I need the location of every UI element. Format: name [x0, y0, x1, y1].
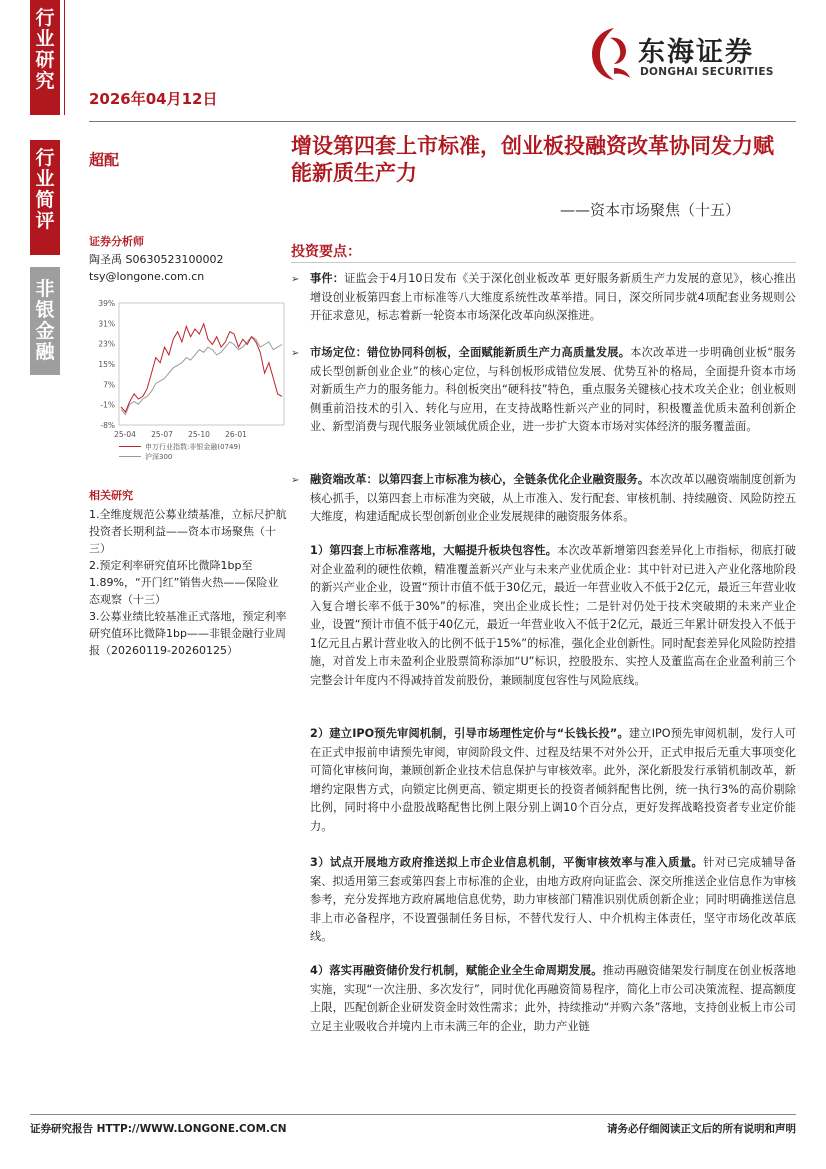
related-item[interactable]: 2.预定利率研究值环比微降1bp至1.89%，“开门红”销售火热——保险业态观察（十三） [89, 559, 279, 606]
y-tick-label: 7% [103, 380, 115, 390]
bullet-arrow-icon: ➢ [291, 475, 300, 486]
related-item[interactable]: 1.全维度规范公募业绩基准，立标尺护航投资者长期利益——资本市场聚焦（十三） [89, 508, 287, 555]
y-tick-label: 31% [98, 319, 115, 329]
y-tick-label: 15% [98, 360, 115, 369]
related-research-title: 相关研究 [89, 489, 133, 502]
financing-reform-heading: 融资端改革：以第四套上市标准为核心，全链条优化企业融资服务。 [310, 473, 650, 486]
related-item[interactable]: 3.公募业绩比较基准正式落地，预定利率研究值环比微降1bp——非银金融行业周报（20260119-20260125） [89, 610, 287, 657]
key-points-title: 投资要点： [291, 244, 361, 260]
report-subtitle: ——资本市场聚焦（十五） [560, 201, 741, 219]
sub-point-2-body: 建立IPO预先审阅机制，发行人可在正式申报前申请预先审阅，审阅阶段文件、过程及结果不对外公开，正式申报后无重大事项变化可简化审核问询，兼顾创新企业技术信息保护与审核效率。此外，深化新股发行承销机制改革，新增约定限售方式，向锁定比例更高、锁定期更长的投资者倾斜配售比例，统一执行3%的高价剔除比例，同时将中小盘股战略配售比例上限分别上调10个百分点，更好发挥战略投资者专业定价能力。 [310, 727, 796, 833]
x-tick-label: 25-10 [188, 430, 210, 439]
x-tick-label: 26-01 [225, 430, 247, 439]
analyst-email: tsy@longone.com.cn [89, 270, 205, 283]
sub-point-1 [310, 542, 796, 690]
sub-point-4 [310, 962, 796, 1036]
section-tab-industry-brief: 行业简评 [30, 140, 60, 255]
event-paragraph [310, 270, 796, 326]
event-heading: 事件： [310, 272, 345, 285]
legend-label: 沪深300 [145, 453, 173, 461]
footer-disclaimer: 请务必仔细阅读正文后的所有说明和声明 [607, 1123, 796, 1135]
bullet-arrow-icon: ➢ [291, 348, 300, 359]
x-tick-label: 25-04 [114, 430, 136, 439]
report-date: 2026年04月12日 [89, 90, 218, 108]
footer-divider [30, 1114, 796, 1115]
report-title: 增设第四套上市标准，创业板投融资改革协同发力赋能新质生产力 [291, 134, 774, 185]
performance-chart [89, 297, 289, 477]
rating-label: 超配 [89, 151, 120, 169]
x-tick-label: 25-07 [151, 430, 173, 439]
series-line [121, 324, 282, 412]
logo-chinese-name: 东海证券 [638, 37, 754, 68]
sub-point-2 [310, 725, 796, 836]
y-tick-label: -1% [100, 400, 115, 410]
key-points-divider [291, 262, 796, 263]
series-line [121, 337, 282, 415]
sub-point-2-heading: 2）建立IPO预先审阅机制，引导市场理性定价与“长钱长投”。 [310, 727, 629, 740]
sub-point-1-body: 本次改革新增第四套差异化上市指标，彻底打破对企业盈利的硬性依赖，精准覆盖新兴产业与未来产业优质企业：其中针对已进入产业化落地阶段的新兴产业企业，设置“预计市值不低于30亿元，最近一年营业收入不低于2亿元，最近三年营业收入复合增长率不低于30%”的标准，突出企业成长性；二是针对仍处于技术突破期的未来产业企业，设置“预计市值不低于40亿元，最近一年营业收入不低于2亿元，最近三年累计研发投入不低于1亿元且占累计营业收入的比例不低于15%”的标准，强化企业创新性。同时配套差异化风险防控措施，对首发上市未盈利企业股票简称添加“U”标识，控股股东、实控人及董监高在企业盈利前三个完整会计年度内不得减持首发前股份，兼顾制度包容性与风险底线。 [310, 544, 796, 687]
sub-point-3 [310, 854, 796, 947]
financing-reform-body: 本次改革以融资端制度创新为核心抓手，以第四套上市标准为突破，从上市准入、发行配套、审核机制、持续融资、风险防控五大维度，构建适配成长型创新创业企业发展规律的融资服务体系。 [310, 473, 796, 523]
analyst-label: 证券分析师 [89, 235, 144, 248]
section-tab-industry-research: 行业研究 [30, 0, 60, 115]
dragon-logo-icon [584, 24, 634, 86]
tab-divider-line [64, 0, 65, 115]
sub-point-1-heading: 1）第四套上市标准落地，大幅提升板块包容性。 [310, 544, 558, 557]
y-tick-label: 39% [98, 299, 115, 308]
event-body: 证监会于4月10日发布《关于深化创业板改革 更好服务新质生产力发展的意见》，核心推出增设创业板第四套上市标准等八大维度系统性改革举措。同日，深交所同步就4项配套业务规则公开征求意见，标志着新一轮资本市场深化改革向纵深推进。 [310, 272, 796, 322]
related-research-list [89, 506, 289, 659]
y-tick-label: 23% [98, 339, 115, 349]
sub-point-3-body: 针对已完成辅导备案、拟适用第三套或第四套上市标准的企业，由地方政府向证监会、深交所推送企业信息作为审核参考，充分发挥地方政府属地信息优势，助力审核部门精准识别优质创新企业；同时明确推送信息非上市必备程序，不设置强制任务目标，不替代发行人、中介机构主体责任，坚守市场化改革底线。 [310, 856, 796, 943]
header-divider [89, 121, 796, 122]
market-position-heading: 市场定位：错位协同科创板，全面赋能新质生产力高质量发展。 [310, 346, 631, 359]
financing-reform-paragraph [310, 471, 796, 527]
legend-label: 申万行业指数:非银金融(0749) [145, 443, 241, 451]
sub-point-4-body: 推动再融资储架发行制度在创业板落地实施，实现“一次注册、多次发行”，同时优化再融资简易程序，简化上市公司决策流程、提高额度上限，匹配创新企业研发资金时效性需求；此外，持续推动“并购六条”落地，支持创业板上市公司立足主业吸收合并境内上市未满三年的企业，助力产业链 [310, 964, 796, 1033]
section-tab-sector: 非银金融 [30, 267, 60, 375]
y-tick-label: -8% [100, 421, 115, 430]
footer-website[interactable]: 证券研究报告 HTTP://WWW.LONGONE.COM.CN [30, 1123, 287, 1135]
analyst-name: 陶圣禹 S0630523100002 [89, 253, 224, 266]
market-position-body: 本次改革进一步明确创业板“服务成长型创新创业企业”的核心定位，与科创板形成错位发展、优势互补的格局，全面提升资本市场对新质生产力的服务能力。科创板突出“硬科技”特色，重点服务关键核心技术攻关企业；创业板则侧重前沿技术的引入、转化与应用，在支持战略性新兴产业的同时，积极覆盖优质未盈利创新企业、新型消费与现代服务业领域优质企业，进一步扩大资本市场对实体经济的服务覆盖面。 [310, 346, 797, 433]
chart-frame [119, 303, 284, 425]
sub-point-3-heading: 3）试点开展地方政府推送拟上市企业信息机制，平衡审核效率与准入质量。 [310, 856, 704, 869]
logo-english-name: DONGHAI SECURITIES [640, 66, 774, 78]
sub-point-4-heading: 4）落实再融资储价发行机制，赋能企业全生命周期发展。 [310, 964, 603, 977]
market-position-paragraph [310, 344, 796, 437]
bullet-arrow-icon: ➢ [291, 274, 300, 285]
